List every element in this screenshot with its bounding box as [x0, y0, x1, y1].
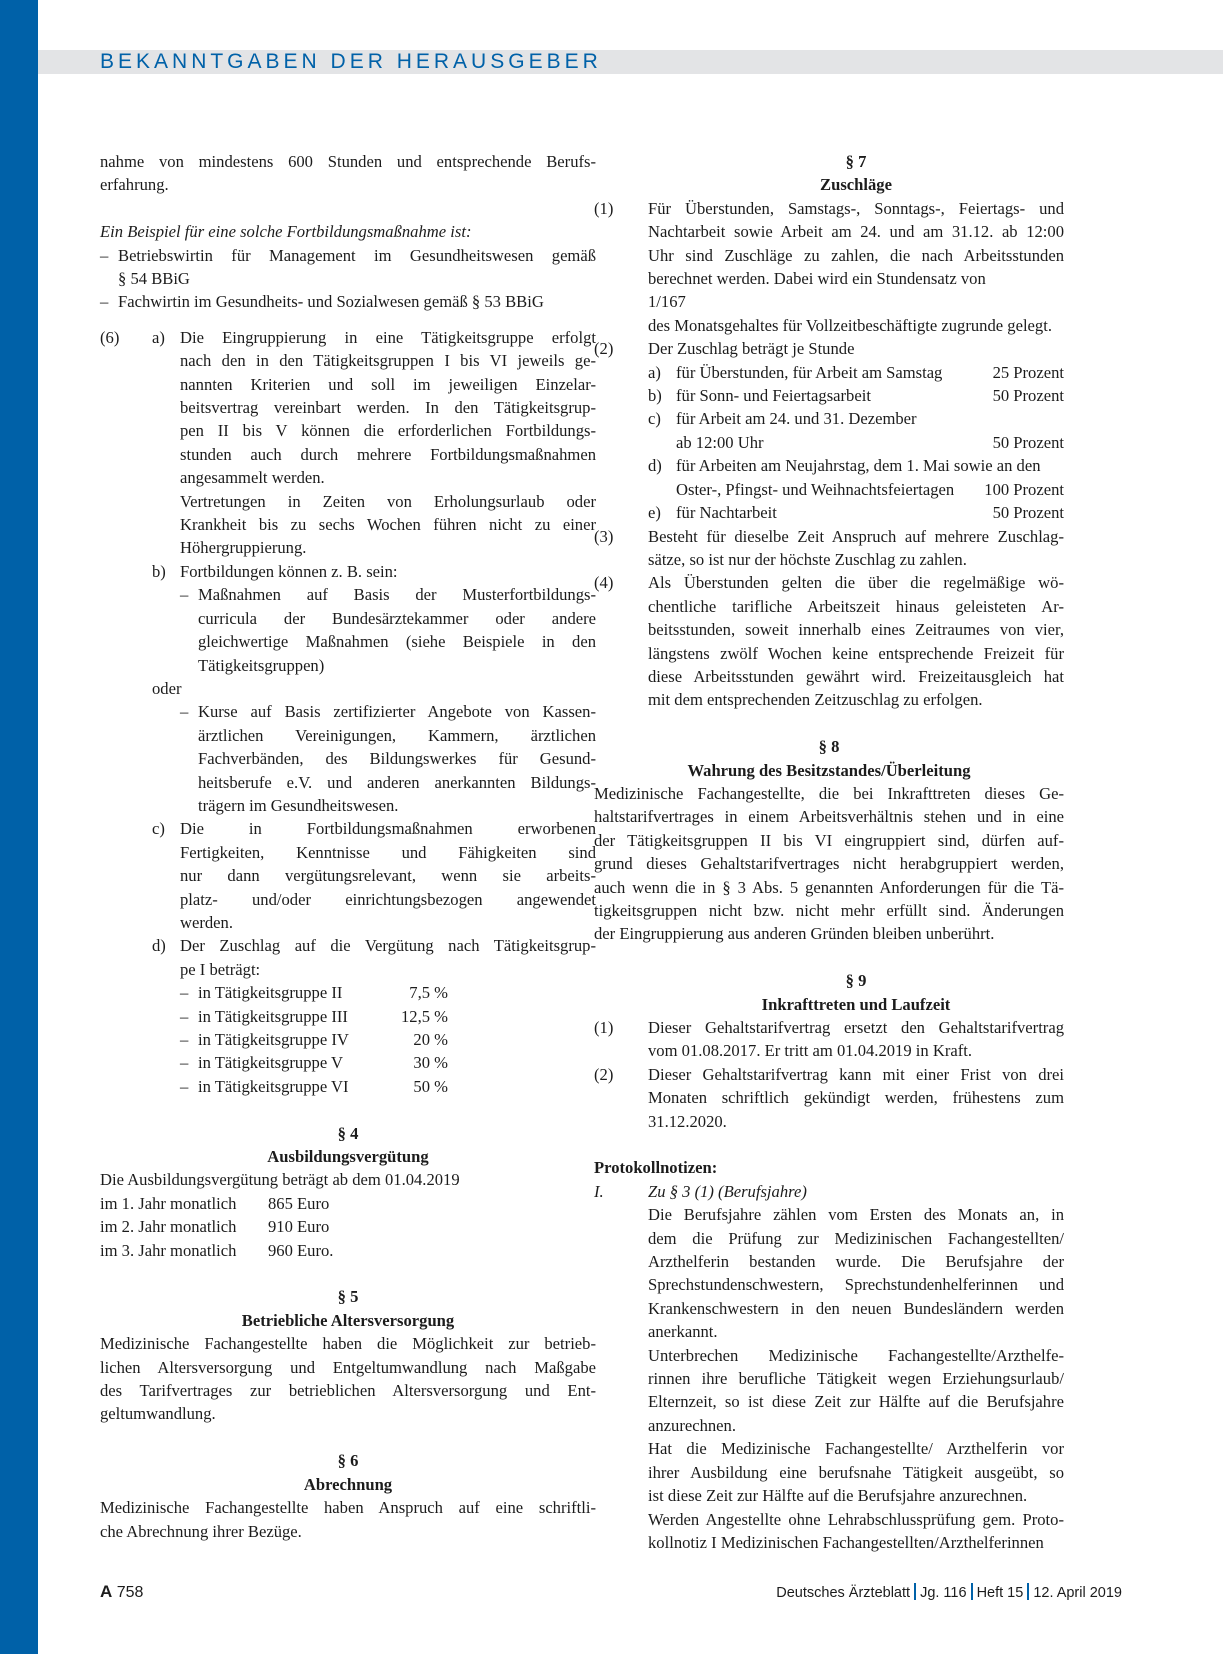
- item-b-continued: [152, 700, 596, 817]
- text-line: rinnen ihre berufliche Tätigkeit wegen Erziehungsurlaub/: [648, 1369, 1064, 1389]
- paragraph-6-body: [152, 326, 596, 1098]
- journal-issue: Heft 15: [976, 1585, 1024, 1601]
- dash-item-text: [198, 700, 596, 817]
- section-title: Abrechnung: [303, 1474, 393, 1494]
- section-title: Inkrafttreten und Laufzeit: [761, 994, 951, 1014]
- text-line: diese Arbeitsstunden gewährt wird. Freizeitausgleich hat: [648, 666, 1064, 686]
- para-9-1: [594, 1016, 1064, 1063]
- surcharge-text: [676, 361, 1064, 384]
- text-line: haltstarifvertrages in einem Arbeitsverhältnis stehen und in eine: [594, 807, 1064, 827]
- paragraph-number: (1): [594, 1018, 614, 1037]
- para-7-3-text: [648, 525, 1064, 572]
- text-line: Unterbrechen Medizinische Fachangestellte/Arzthelfe-: [648, 1345, 1064, 1365]
- text-line: geltumwandlung.: [100, 1404, 216, 1424]
- rate-row: [180, 981, 596, 1004]
- text-line: auch wenn die in § 3 Abs. 5 genannten Anforderungen für die Tä-: [594, 877, 1064, 897]
- text-line: für Arbeit am 24. und 31. Dezember: [676, 409, 917, 429]
- para-7-2-text: [648, 337, 1064, 524]
- text-line: ärztlichen Vereinigungen, Kammern, ärztlichen: [198, 725, 596, 745]
- text-line: gleichwertige Maßnahmen (siehe Beispiele in den: [198, 632, 596, 652]
- item-c: [152, 817, 596, 934]
- section-title: Ausbildungsvergütung: [267, 1147, 429, 1167]
- item-d: [152, 934, 596, 1098]
- dash: –: [180, 585, 189, 605]
- text-line: des Monatsgehaltes für Vollzeitbeschäftigte zugrunde gelegt.: [648, 315, 1052, 335]
- text-line: kollnotiz I Medizinischen Fachangestellten/Arzthelferinnen: [648, 1532, 1044, 1552]
- separator-bar: [971, 1583, 973, 1600]
- text-line: Besteht für dieselbe Zeit Anspruch auf mehrere Zuschlag-: [648, 526, 1064, 546]
- dash: –: [180, 983, 189, 1003]
- surcharge-line: [676, 407, 1064, 430]
- para-9-2: [594, 1063, 1064, 1133]
- dash: –: [180, 702, 189, 722]
- example-item: [100, 290, 596, 313]
- text-line: dem die Prüfung zur Medizinischen Fachangestellten/: [648, 1228, 1064, 1248]
- allowance-year: im 2. Jahr monatlich: [100, 1217, 237, 1237]
- text-line: Nachtarbeit sowie Arbeit am 24. und am 31.12. ab 12:00: [648, 222, 1064, 242]
- text-line: Oster-, Pfingst- und Weihnachtsfeiertagen: [676, 479, 955, 499]
- example-title: Ein Beispiel für eine solche Fortbildungsmaßnahme ist:: [100, 222, 472, 242]
- text-line: Arzthelferin bestanden wurde. Die Berufsjahre der: [648, 1252, 1064, 1272]
- allowance-row: [100, 1215, 596, 1238]
- text-line: für Nachtarbeit: [676, 503, 777, 523]
- journal-name: Deutsches Ärzteblatt: [776, 1585, 911, 1601]
- example-text: [118, 244, 596, 291]
- section-header-title: BEKANNTGABEN DER HERAUSGEBER: [100, 50, 602, 73]
- text-line: Kurse auf Basis zertifizierter Angebote von Kassen-: [198, 702, 596, 722]
- rate-group: in Tätigkeitsgruppe III: [198, 1006, 348, 1026]
- surcharge-line: [676, 478, 1064, 501]
- text-line: Dieser Gehaltstarifvertrag ersetzt den Gehaltstarifvertrag: [648, 1018, 1064, 1037]
- rate-row: [180, 1075, 596, 1098]
- text-line: mit dem entsprechenden Zeitzuschlag zu erfolgen.: [648, 690, 983, 710]
- allowance-year: im 1. Jahr monatlich: [100, 1193, 237, 1213]
- text-line: der Eingruppierung aus anderen Gründen bleiben unberührt.: [594, 924, 995, 944]
- spacer: [594, 1133, 1064, 1156]
- text-line: curricula der Bundesärztekammer oder andere: [198, 608, 596, 628]
- section-number: § 4: [337, 1123, 359, 1143]
- rate-row: [180, 1005, 596, 1028]
- allowance-amount: 960 Euro.: [268, 1240, 334, 1260]
- para-7-3: [594, 525, 1064, 572]
- rate-value: 12,5 %: [400, 1006, 448, 1026]
- surcharge-row: [648, 454, 1064, 501]
- paragraph-6: [100, 326, 596, 1098]
- text-line: ihrer Ausbildung eine berufsnahe Tätigkeit ausgeübt, so: [648, 1462, 1064, 1482]
- text-line: heitsberufe e.V. und anderen anerkannten Bildungs-: [198, 772, 596, 792]
- text-line: grund dieses Gehaltstarifvertrages nicht herabgruppiert werden,: [594, 854, 1064, 874]
- section-number: § 7: [845, 152, 867, 171]
- text-line: sätze, so ist nur der höchste Zuschlag zu zahlen.: [648, 549, 967, 569]
- paragraph-number: (3): [594, 526, 614, 546]
- text-line: berechnet werden. Dabei wird ein Stundensatz von: [648, 269, 986, 289]
- text-line: Höhergruppierung.: [180, 538, 307, 558]
- text-line: § 54 BBiG: [118, 269, 190, 289]
- text-line: platz- und/oder einrichtungsbezogen angewendet: [180, 889, 596, 909]
- text-line: Fachverbänden, des Bildungswerkes für Gesund-: [198, 749, 596, 769]
- dash-item: [180, 583, 596, 677]
- text-line: für Sonn- und Feiertagsarbeit: [676, 386, 871, 406]
- allowance-year: im 3. Jahr monatlich: [100, 1240, 237, 1260]
- text-line: ab 12:00 Uhr: [676, 432, 764, 452]
- text-line: Hat die Medizinische Fachangestellte/ Arzthelferin vor: [648, 1439, 1064, 1459]
- spacer: [594, 946, 1064, 969]
- text-line: Medizinische Fachangestellte, die bei Inkrafttreten dieses Ge-: [594, 783, 1064, 803]
- dash: –: [180, 1006, 189, 1026]
- surcharge-text: [676, 407, 1064, 454]
- para-7-2: [594, 337, 1064, 524]
- surcharge-line: [676, 384, 1064, 407]
- rate-group: in Tätigkeitsgruppe V: [198, 1053, 344, 1073]
- rate-row: [180, 1028, 596, 1051]
- dash: –: [100, 292, 109, 312]
- section-number: § 9: [845, 971, 867, 991]
- text-line: anerkannt.: [648, 1322, 718, 1342]
- right-column: [594, 150, 1064, 1554]
- oder-label: oder: [152, 678, 182, 698]
- separator-bar: [1027, 1583, 1029, 1600]
- protocol-heading: Zu § 3 (1) (Berufsjahre): [648, 1181, 807, 1201]
- text-line: beitsstunden, soweit innerhalb eines Zeitraumes von vier,: [648, 620, 1064, 640]
- text-line: nur dann vergütungsrelevant, wenn sie arbeits-: [180, 866, 596, 886]
- text-line: Krankenschwestern in den neuen Bundesländern werden: [648, 1298, 1064, 1318]
- text-line: Betriebswirtin für Management im Gesundheitswesen gemäß: [118, 245, 596, 265]
- protocol-title: Protokollnotizen:: [594, 1158, 718, 1178]
- paragraph-number: (4): [594, 573, 614, 593]
- protocol-text: [648, 1180, 1064, 1555]
- dash: –: [100, 245, 109, 265]
- section-number: § 6: [337, 1451, 359, 1471]
- dash: –: [180, 1076, 189, 1096]
- surcharge-row: [648, 361, 1064, 384]
- surcharge-line: [676, 361, 1064, 384]
- section-number: § 5: [337, 1287, 359, 1307]
- item-label: a): [152, 327, 165, 347]
- protocol-number: I.: [594, 1181, 604, 1201]
- spacer: [100, 1262, 596, 1285]
- paragraph-number: (1): [594, 198, 614, 218]
- text-line: Die Berufsjahre zählen vom Ersten des Monats an, in: [648, 1205, 1064, 1225]
- text-line: des Tarifvertrages zur betrieblichen Altersversorgung und Ent-: [100, 1381, 596, 1401]
- text-line: tigkeitsgruppen nicht bzw. nicht mehr erfüllt sind. Änderungen: [594, 900, 1064, 920]
- paragraph-number: (6): [100, 327, 120, 347]
- spacer: [100, 197, 596, 220]
- text-line: Medizinische Fachangestellte haben Anspruch auf eine schriftli-: [100, 1498, 596, 1518]
- item-c-text: [180, 817, 596, 934]
- allowance-amount: 865 Euro: [268, 1193, 330, 1213]
- dash-item-text: [198, 583, 596, 677]
- surcharge-value: 50 Prozent: [992, 386, 1064, 406]
- text-line: pen II bis V können die erforderlichen Fortbildungs-: [180, 421, 596, 441]
- text-line: Krankheit bis zu sechs Wochen führen nicht zu einer: [180, 515, 596, 535]
- surcharge-line: [676, 454, 1064, 477]
- text-line: ist diese Zeit zur Hälfte auf die Berufsjahre anzurechnen.: [648, 1486, 1028, 1506]
- section-number: § 8: [818, 737, 840, 757]
- text-line: vom 01.08.2017. Er tritt am 01.04.2019 in Kraft.: [648, 1041, 972, 1061]
- text-line: Als Überstunden gelten die über die regelmäßige wö-: [648, 573, 1064, 593]
- text-line: Fertigkeiten, Kenntnisse und Fähigkeiten sind: [180, 842, 596, 862]
- allowance-row: [100, 1239, 596, 1262]
- text-line: werden.: [180, 912, 233, 932]
- para-7-1: [594, 197, 1064, 337]
- text-line: Die in Fortbildungsmaßnahmen erworbenen: [180, 819, 596, 839]
- section-title: Betriebliche Altersversorgung: [241, 1310, 455, 1330]
- text-line: Der Zuschlag auf die Vergütung nach Tätigkeitsgrup-: [180, 936, 596, 956]
- text-line: Die Ausbildungsvergütung beträgt ab dem 01.04.2019: [100, 1170, 460, 1190]
- item-b-text: [180, 560, 596, 677]
- text-line: für Überstunden, für Arbeit am Samstag: [676, 362, 943, 382]
- text-line: nahme von mindestens 600 Stunden und entsprechende Berufs-: [100, 152, 596, 171]
- allowance-row: [100, 1192, 596, 1215]
- rate-value: 50 %: [413, 1076, 448, 1096]
- surcharge-row: [648, 384, 1064, 407]
- item-label: a): [648, 362, 661, 382]
- surcharge-row: [648, 501, 1064, 524]
- text-line: lichen Altersversorgung und Entgeltumwandlung nach Maßgabe: [100, 1357, 596, 1377]
- sidebar-color-bar: [0, 0, 38, 1654]
- rate-group: in Tätigkeitsgruppe VI: [198, 1076, 349, 1096]
- text-line: Fortbildungen können z. B. sein:: [180, 561, 398, 581]
- section-5-text: [100, 1332, 596, 1426]
- item-label: c): [648, 409, 661, 429]
- page-prefix: A: [100, 1582, 113, 1601]
- item-a-text: [180, 326, 596, 560]
- section-title: Zuschläge: [820, 175, 892, 195]
- text-line: Elternzeit, so ist diese Zeit zur Hälfte auf die Berufsjahre: [648, 1392, 1064, 1412]
- text-line: beitsvertrag vereinbart werden. In den Tätigkeitsgrup-: [180, 398, 596, 418]
- rate-group: in Tätigkeitsgruppe IV: [198, 1030, 349, 1050]
- para-7-4: [594, 571, 1064, 711]
- example-item: [100, 244, 596, 291]
- rate-group: in Tätigkeitsgruppe II: [198, 983, 343, 1003]
- surcharge-value: 100 Prozent: [984, 479, 1064, 499]
- fraction: 1/167: [648, 292, 686, 312]
- text-line: che Abrechnung ihrer Bezüge.: [100, 1521, 302, 1541]
- item-label: c): [152, 819, 165, 839]
- text-line: nannten Kriterien und soll im jeweiligen Einzelar-: [180, 374, 596, 394]
- text-line: stunden auch durch mehrere Fortbildungsmaßnahmen: [180, 444, 596, 464]
- surcharge-text: [676, 454, 1064, 501]
- text-line: Werden Angestellte ohne Lehrabschlussprüfung gem. Proto-: [648, 1509, 1064, 1529]
- paragraph-number: (2): [594, 339, 614, 359]
- left-column: [100, 150, 596, 1543]
- rate-value: 30 %: [413, 1053, 448, 1073]
- item-label: d): [152, 936, 166, 956]
- section-title: Wahrung des Besitzstandes/Überleitung: [687, 760, 971, 780]
- dash: –: [180, 1030, 189, 1050]
- text-line: nach den in den Tätigkeitsgruppen I bis VI jeweils ge-: [180, 351, 596, 371]
- surcharge-row: [648, 407, 1064, 454]
- text-line: chentliche tarifliche Arbeitszeit hinaus geleisteten Ar-: [648, 596, 1064, 616]
- journal-footer: [776, 1583, 1122, 1601]
- text-line: erfahrung.: [100, 175, 169, 195]
- text-line: 31.12.2020.: [648, 1111, 727, 1131]
- protocol-note: [594, 1180, 1064, 1555]
- text-line: Medizinische Fachangestellte haben die Möglichkeit zur betrieb-: [100, 1334, 596, 1354]
- text-line: Maßnahmen auf Basis der Musterfortbildungs-: [198, 585, 596, 605]
- section-8-text: [594, 782, 1064, 946]
- rate-value: 7,5 %: [409, 983, 448, 1003]
- text-line: anzurechnen.: [648, 1415, 736, 1435]
- paragraph-number: (2): [594, 1064, 614, 1084]
- text-line: angesammelt werden.: [180, 468, 325, 488]
- item-label: d): [648, 456, 662, 476]
- surcharge-text: [676, 384, 1064, 407]
- text-line: pe I beträgt:: [180, 959, 261, 979]
- spacer: [100, 314, 596, 326]
- dash-item: [180, 700, 596, 817]
- surcharge-value: 50 Prozent: [992, 432, 1064, 452]
- separator-bar: [914, 1583, 916, 1600]
- text-line: längstens zwölf Wochen keine entsprechende Freizeit für: [648, 643, 1064, 663]
- item-d-text: [180, 934, 596, 1098]
- para-7-4-text: [648, 571, 1064, 711]
- journal-date: 12. April 2019: [1033, 1585, 1122, 1601]
- item-label: b): [648, 386, 662, 406]
- rate-row: [180, 1051, 596, 1074]
- item-label: e): [648, 503, 661, 523]
- item-b: [152, 560, 596, 677]
- surcharge-line: [676, 501, 1064, 524]
- allowance-amount: 910 Euro: [268, 1217, 330, 1237]
- text-line: Fachwirtin im Gesundheits- und Sozialwesen gemäß § 53 BBiG: [118, 292, 544, 312]
- text-line: Für Überstunden, Samstags-, Sonntags-, Feiertags- und: [648, 198, 1064, 218]
- item-a: [152, 326, 596, 560]
- para-9-1-text: [648, 1016, 1064, 1063]
- text-line: Der Zuschlag beträgt je Stunde: [648, 339, 855, 359]
- surcharge-text: [676, 501, 1064, 524]
- example-text: [118, 290, 596, 313]
- para-9-2-text: [648, 1063, 1064, 1133]
- surcharge-value: 50 Prozent: [992, 503, 1064, 523]
- text-line: Tätigkeitsgruppen): [198, 655, 325, 675]
- item-label: b): [152, 561, 166, 581]
- page-number-value: 758: [116, 1584, 144, 1601]
- surcharge-value: 25 Prozent: [992, 362, 1064, 382]
- spacer: [100, 1098, 596, 1121]
- text-line: Vertretungen in Zeiten von Erholungsurlaub oder: [180, 491, 596, 511]
- text-line: Dieser Gehaltstarifvertrag kann mit einer Frist von drei: [648, 1064, 1064, 1084]
- spacer: [594, 712, 1064, 735]
- text-line: Uhr sind Zuschläge zu zahlen, die nach Arbeitsstunden: [648, 245, 1064, 265]
- text-line: trägern im Gesundheitswesen.: [198, 795, 399, 815]
- surcharge-line: [676, 431, 1064, 454]
- para-7-1-text: [648, 197, 1064, 337]
- journal-volume: Jg. 116: [920, 1585, 967, 1601]
- text-line: Sprechstundenschwestern, Sprechstundenhelferinnen und: [648, 1275, 1064, 1295]
- page-number: [100, 1582, 143, 1602]
- spacer: [100, 1426, 596, 1449]
- text-line: Die Eingruppierung in eine Tätigkeitsgruppe erfolgt: [180, 327, 596, 347]
- text-line: der Tätigkeitsgruppen II bis VI eingruppiert sind, dürfen auf-: [594, 830, 1064, 850]
- rate-value: 20 %: [413, 1030, 448, 1050]
- intro-paragraph: [100, 150, 596, 197]
- dash: –: [180, 1053, 189, 1073]
- text-line: Monaten schriftlich gekündigt werden, frühestens zum: [648, 1088, 1064, 1108]
- text-line: für Arbeiten am Neujahrstag, dem 1. Mai sowie an den: [676, 456, 1041, 476]
- section-6-text: [100, 1496, 596, 1543]
